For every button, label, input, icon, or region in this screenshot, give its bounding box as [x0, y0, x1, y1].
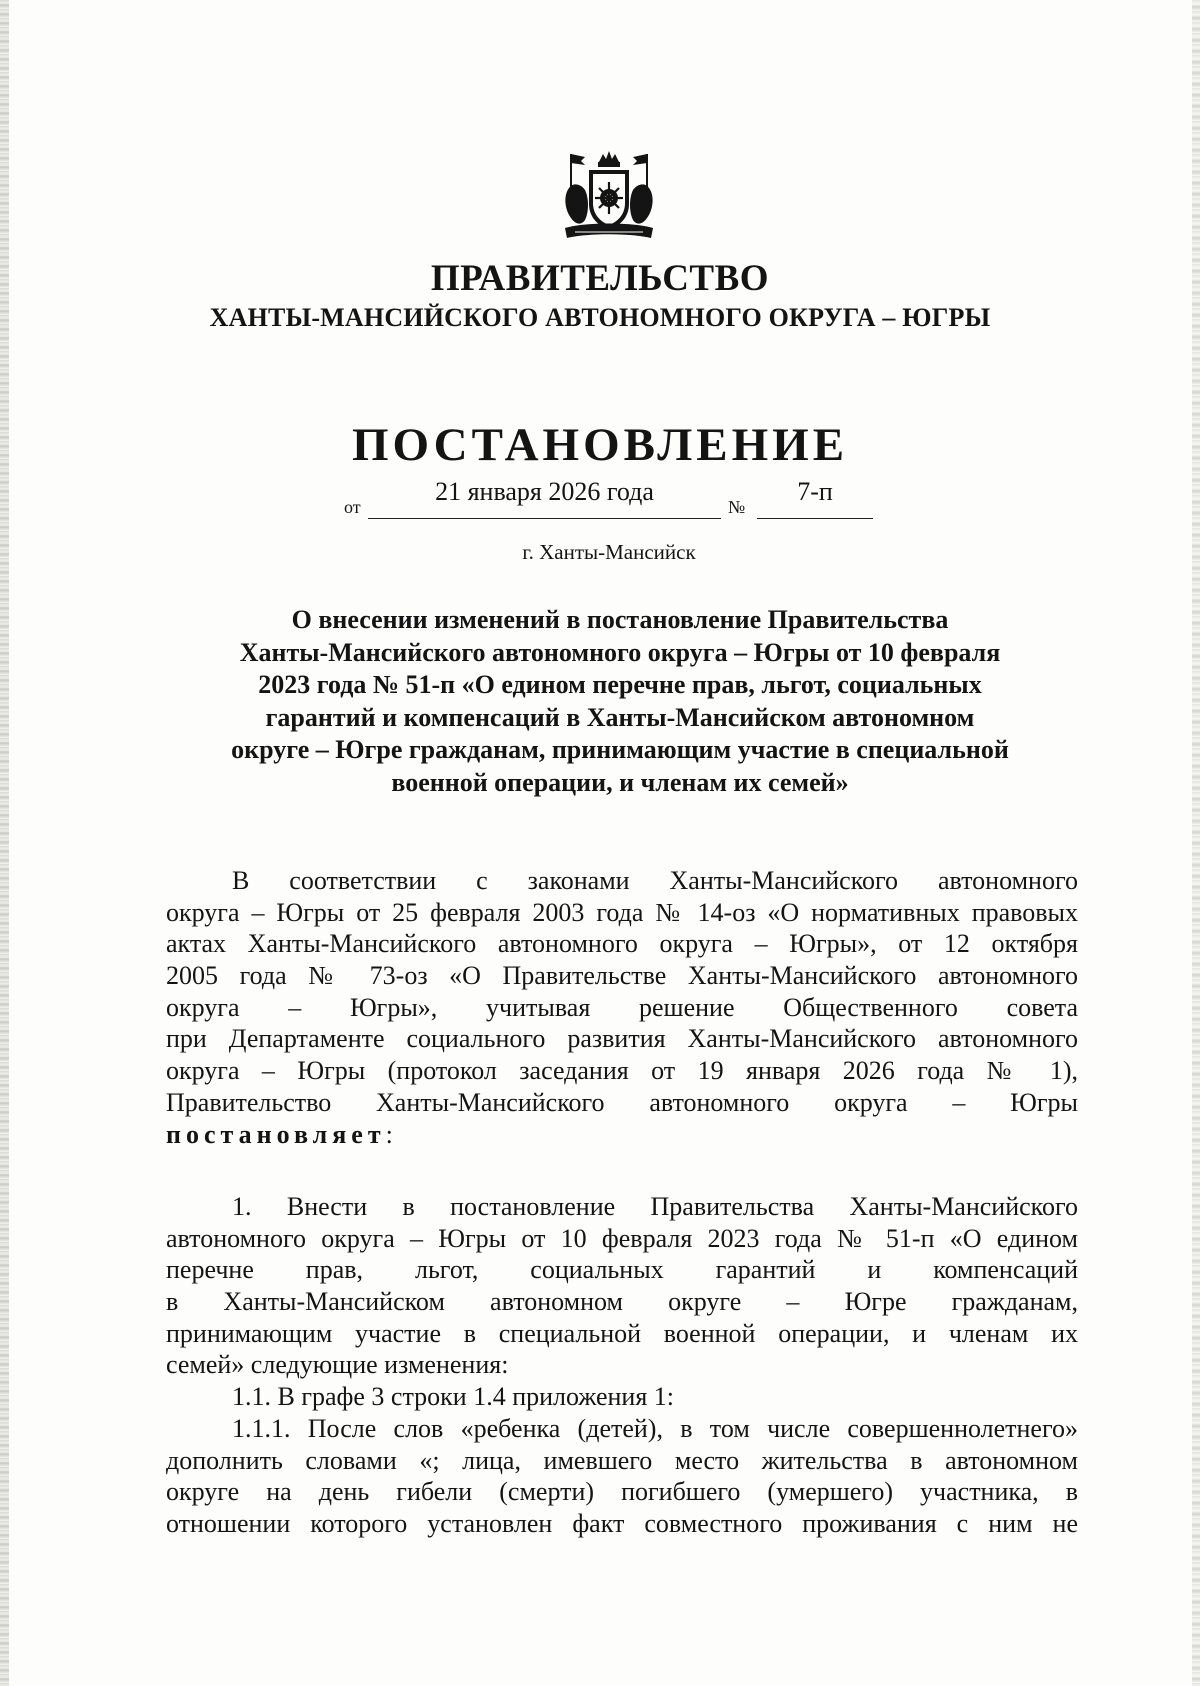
- date-underline: [368, 518, 721, 519]
- heading-line: Ханты-Мансийского автономного округа – Югры от 10 февраля: [239, 637, 1001, 667]
- preamble-line: при Департаменте социального развития Ханты-Мансийского автономного: [166, 1024, 1078, 1054]
- preamble-line: округа – Югры (протокол заседания от 19 января 2026 года № 1),: [166, 1056, 1078, 1086]
- preamble-paragraph: [166, 865, 1078, 1150]
- region-title: ХАНТЫ-МАНСИЙСКОГО АВТОНОМНОГО ОКРУГА – ЮГРЫ: [209, 303, 991, 332]
- scan-edge-right: [1192, 0, 1200, 1686]
- heading-line: 2023 года № 51-п «О едином перечне прав, льгот, социальных: [258, 670, 982, 699]
- decree-word: постановляет: [166, 1119, 386, 1149]
- heading-line: О внесении изменений в постановление Правительства: [291, 605, 949, 634]
- document-heading: [190, 604, 1050, 799]
- item-line: перечне прав, льгот, социальных гарантий и компенсаций: [166, 1255, 1078, 1285]
- decree-line: [166, 1119, 1078, 1151]
- document-number: 7-п: [797, 477, 833, 506]
- item-1-1-1-line: отношении которого установлен факт совместного проживания с ним не: [166, 1508, 1078, 1538]
- heading-line: округе – Югре гражданам, принимающим участие в специальной: [231, 735, 1009, 764]
- coat-of-arms-icon: [555, 148, 663, 244]
- preamble-line: 2005 года № 73-оз «О Правительстве Ханты-Мансийского автономного: [166, 961, 1078, 991]
- preamble-line: Правительство Ханты-Мансийского автономного округа – Югры: [166, 1087, 1078, 1117]
- item-1-1-1-line: 1.1.1. После слов «ребенка (детей), в том числе совершеннолетнего»: [232, 1413, 1078, 1443]
- heading-line: гарантий и компенсаций в Ханты-Мансийском автономном: [265, 702, 975, 732]
- item-line: автономного округа – Югры от 10 февраля 2023 года № 51-п «О едином: [166, 1223, 1078, 1253]
- document-type: ПОСТАНОВЛЕНИЕ: [351, 419, 849, 471]
- preamble-line: округа – Югры», учитывая решение Общественного совета: [166, 992, 1078, 1022]
- item-1-paragraph: [166, 1191, 1078, 1540]
- preamble-line: актах Ханты-Мансийского автономного округа – Югры», от 12 октября: [166, 929, 1078, 959]
- item-1-1-1-line: округе на день гибели (смерти) погибшего (умершего) участника, в: [166, 1477, 1078, 1507]
- number-underline: [757, 518, 873, 519]
- government-title: ПРАВИТЕЛЬСТВО: [430, 258, 770, 299]
- scan-edge-left: [0, 0, 9, 1686]
- date-label: от: [344, 497, 361, 517]
- heading-line: военной операции, и членам их семей»: [391, 767, 849, 797]
- preamble-line: В соответствии с законами Ханты-Мансийского автономного: [232, 866, 1078, 895]
- city-name: г. Ханты-Мансийск: [522, 540, 696, 564]
- item-line: 1. Внести в постановление Правительства Ханты-Мансийского: [232, 1192, 1078, 1221]
- item-1-1-line: 1.1. В графе 3 строки 1.4 приложения 1:: [232, 1382, 675, 1412]
- decree-tail: :: [385, 1119, 393, 1149]
- number-label: №: [728, 497, 746, 517]
- item-1-1-1-line: дополнить словами «; лица, имевшего место жительства в автономном: [166, 1445, 1078, 1475]
- item-line: принимающим участие в специальной военной операции, и членам их: [166, 1318, 1078, 1348]
- item-line: семей» следующие изменения:: [166, 1350, 509, 1380]
- item-line: в Ханты-Мансийском автономном округе – Югре гражданам,: [166, 1287, 1078, 1317]
- document-date: 21 января 2026 года: [435, 477, 654, 506]
- preamble-line: округа – Югры от 25 февраля 2003 года № 14-оз «О нормативных правовых: [166, 897, 1078, 927]
